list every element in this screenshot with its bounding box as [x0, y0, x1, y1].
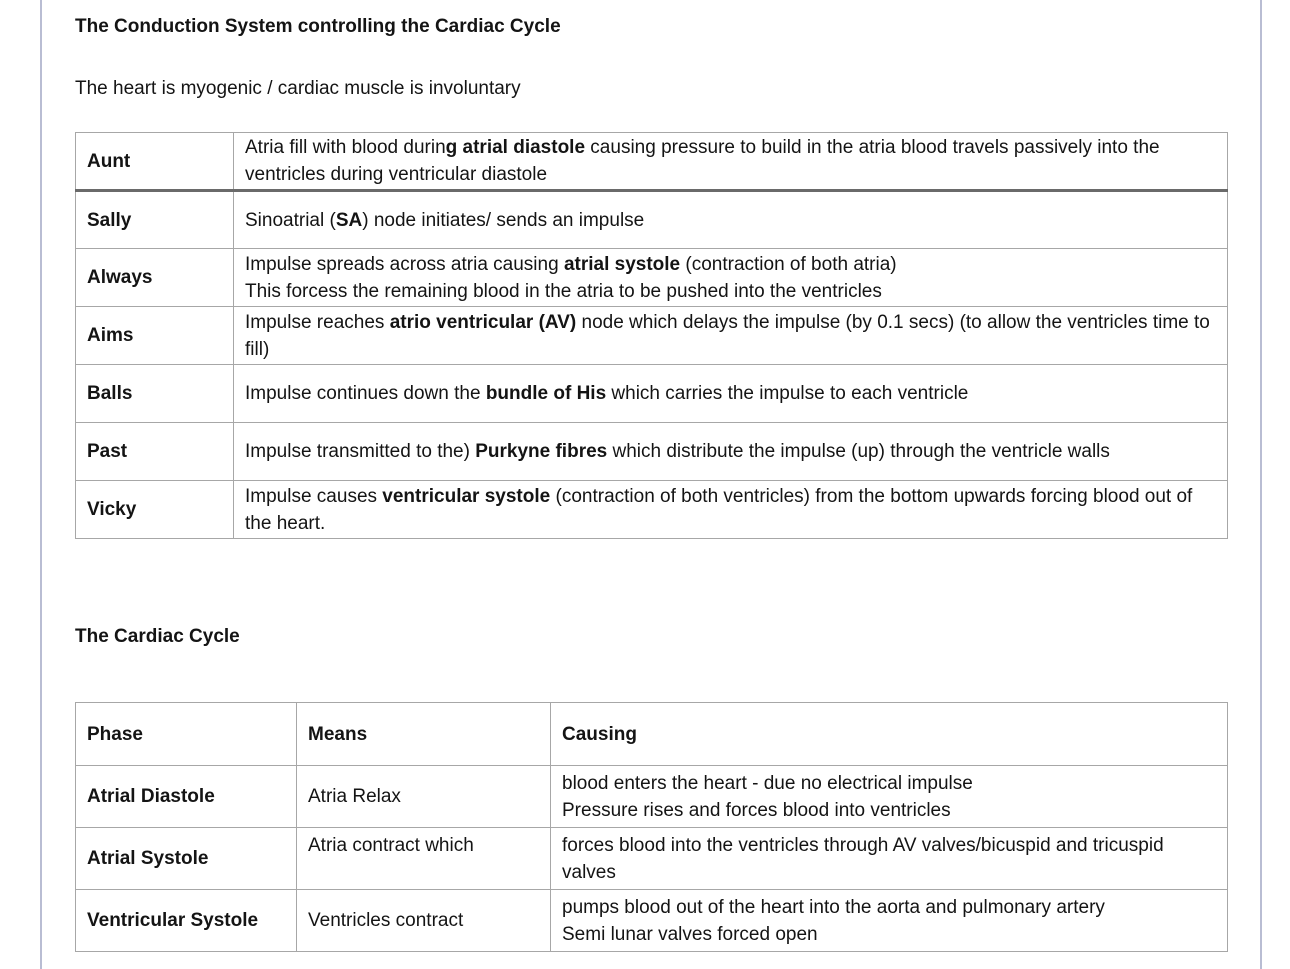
causing-line: blood enters the heart - due no electrical impulse — [562, 772, 973, 794]
table-row — [76, 890, 1228, 952]
table-row — [76, 766, 1228, 828]
table-row — [76, 828, 1228, 890]
causing-line: forces blood into the ventricles through AV valves/bicuspid and tricuspid valves — [562, 834, 1164, 883]
table-row — [76, 365, 1228, 423]
header-causing: Causing — [551, 703, 1228, 766]
mnemonic-word: Vicky — [76, 481, 234, 539]
conduction-step-description — [234, 481, 1228, 539]
phase-cell: Atrial Systole — [76, 828, 297, 890]
text-segment: (contraction of both ventricles) from the bottom upwards forcing blood out of the heart. — [245, 485, 1193, 534]
text-segment: Impulse continues down the — [245, 383, 486, 404]
key-term: atrio ventricular (AV) — [389, 311, 577, 333]
mnemonic-word: Sally — [76, 191, 234, 249]
conduction-table — [75, 132, 1228, 539]
conduction-step-description — [234, 191, 1228, 249]
text-segment: Impulse spreads across atria causing — [245, 253, 564, 275]
table-row — [76, 423, 1228, 481]
phase-cell: Atrial Diastole — [76, 766, 297, 828]
text-segment: This forcess the remaining blood in the atria to be pushed into the ventricles — [245, 280, 882, 302]
table-row — [76, 249, 1228, 307]
text-segment: (contraction of both atria) — [680, 253, 897, 275]
header-phase: Phase — [76, 703, 297, 766]
text-segment: Atria fill with blood durin — [245, 137, 446, 158]
intro-text: The heart is myogenic / cardiac muscle is involuntary — [75, 78, 521, 99]
text-segment: Impulse causes — [245, 485, 383, 507]
text-segment: which carries the impulse to each ventricle — [606, 383, 969, 404]
table-header-row — [76, 703, 1228, 766]
causing-cell — [551, 828, 1228, 890]
table-row — [76, 307, 1228, 365]
key-term: atrial systole — [563, 253, 681, 275]
header-means: Means — [297, 703, 551, 766]
causing-line: Pressure rises and forces blood into ventricles — [562, 799, 951, 821]
mnemonic-word: Aims — [76, 307, 234, 365]
text-segment: ) node initiates/ sends an impulse — [362, 209, 645, 231]
conduction-step-description — [234, 133, 1228, 191]
causing-line: pumps blood out of the heart into the aorta and pulmonary artery — [562, 896, 1105, 918]
section-title-cardiac-cycle: The Cardiac Cycle — [75, 626, 240, 647]
causing-line: Semi lunar valves forced open — [562, 923, 818, 945]
mnemonic-word: Past — [76, 423, 234, 481]
conduction-step-description — [234, 307, 1228, 365]
key-term: Purkyne fibres — [475, 441, 608, 462]
table-row — [76, 481, 1228, 539]
conduction-step-description — [234, 423, 1228, 481]
key-term: bundle of His — [485, 383, 607, 404]
key-term: ventricular systole — [382, 485, 551, 507]
key-term: SA — [335, 209, 363, 231]
mnemonic-word: Balls — [76, 365, 234, 423]
means-cell: Ventricles contract — [297, 890, 551, 952]
text-segment: Sinoatrial ( — [245, 209, 336, 231]
mnemonic-word: Aunt — [76, 133, 234, 191]
causing-cell — [551, 890, 1228, 952]
table-row — [76, 133, 1228, 191]
text-segment: which distribute the impulse (up) through the ventricle walls — [607, 441, 1110, 462]
table-row — [76, 191, 1228, 249]
phase-cell: Ventricular Systole — [76, 890, 297, 952]
means-cell: Atria contract which — [297, 828, 551, 890]
cardiac-cycle-table — [75, 702, 1228, 952]
text-segment: Impulse transmitted to the) — [245, 441, 476, 462]
page-title: The Conduction System controlling the Cardiac Cycle — [75, 16, 561, 37]
conduction-step-description — [234, 249, 1228, 307]
key-term: g atrial diastole — [445, 137, 586, 158]
causing-cell — [551, 766, 1228, 828]
text-segment: Impulse reaches — [245, 311, 390, 333]
text-segment: causing pressure to build in the atria blood travels passively into the ventricles during ventricular diastole — [245, 137, 1160, 185]
conduction-step-description — [234, 365, 1228, 423]
text-segment: node which delays the impulse (by 0.1 secs) (to allow the ventricles time to fill) — [245, 311, 1210, 360]
means-cell: Atria Relax — [297, 766, 551, 828]
mnemonic-word: Always — [76, 249, 234, 307]
